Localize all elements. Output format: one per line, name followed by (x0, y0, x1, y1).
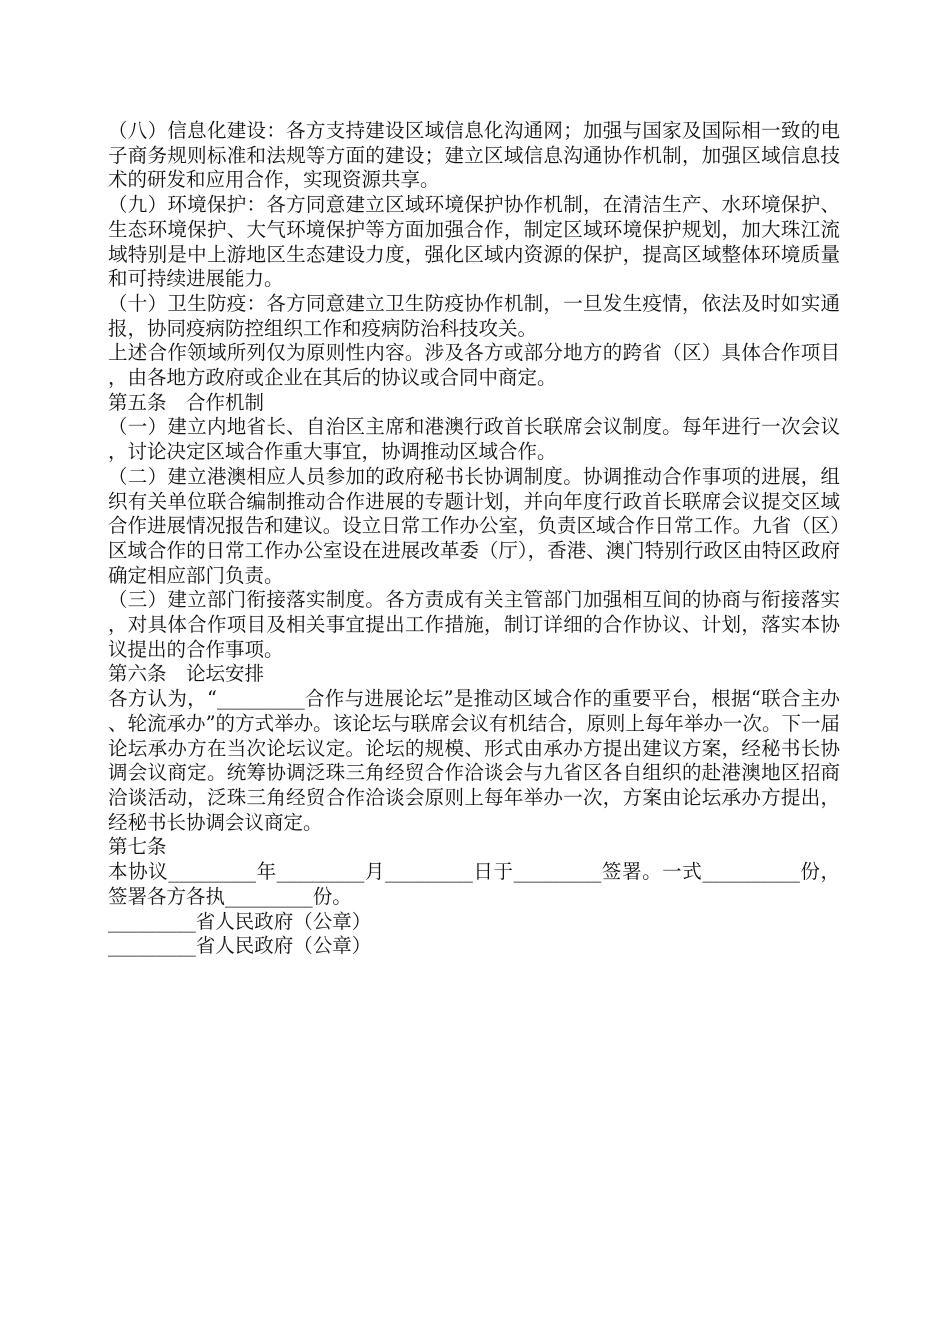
article-5-heading: 第五条 合作机制 (108, 390, 265, 414)
paragraph-joint-conference-system: （一）建立内地省长、自治区主席和港澳行政首长联席会议制度。每年进行一次会议，讨论决定区域合作重大事宜，协调推动区域合作。 (108, 415, 840, 464)
article-6-heading: 第六条 论坛安排 (108, 662, 265, 686)
paragraph-informatization: （八）信息化建设：各方支持建设区域信息化沟通网；加强与国家及国际相一致的电子商务规则标准和法规等方面的建设；建立区域信息沟通协作机制，加强区域信息技术的研发和应用合作，实现资源共享。 (108, 119, 840, 192)
document-page (108, 119, 840, 959)
paragraph-environmental-protection: （九）环境保护：各方同意建立区域环境保护协作机制，在清洁生产、水环境保护、生态环境保护、大气环境保护等方面加强合作，制定区域环境保护规划，加大珠江流域特别是中上游地区生态建设力度，强化区域内资源的保护，提高区域整体环境质量和可持续进展能力。 (108, 193, 840, 291)
signature-line-1: _________省人民政府（公章） (108, 909, 372, 933)
paragraph-cooperation-scope-note: 上述合作领域所列仅为原则性内容。涉及各方或部分地方的跨省（区）具体合作项目，由各地方政府或企业在其后的协议或合同中商定。 (108, 341, 840, 390)
paragraph-department-implementation: （三）建立部门衔接落实制度。各方责成有关主管部门加强相互间的协商与衔接落实，对具体合作项目及相关事宜提出工作措施，制订详细的合作协议、计划，落实本协议提出的合作事项。 (108, 588, 840, 661)
paragraph-health-epidemic-prevention: （十）卫生防疫：各方同意建立卫生防疫协作机制，一旦发生疫情，依法及时如实通报，协同疫病防控组织工作和疫病防治科技攻关。 (108, 291, 840, 340)
paragraph-secretary-general-coordination: （二）建立港澳相应人员参加的政府秘书长协调制度。协调推动合作事项的进展，组织有关单位联合编制推动合作进展的专题计划，并向年度行政首长联席会议提交区域合作进展情况报告和建议。设立日常工作办公室，负责区域合作日常工作。九省（区）区域合作的日常工作办公室设在进展改革委（厅），香港、澳门特别行政区由特区政府确定相应部门负责。 (108, 464, 840, 587)
paragraph-forum-arrangement: 各方认为，“_________合作与进展论坛”是推动区域合作的重要平台，根据“联合主办、轮流承办”的方式举办。该论坛与联席会议有机结合，原则上每年举办一次。下一届论坛承办方在当次论坛议定。论坛的规模、形式由承办方提出建议方案，经秘书长协调会议商定。统筹协调泛珠三角经贸合作洽谈会与九省区各自组织的赴港澳地区招商洽谈活动，泛珠三角经贸合作洽谈会原则上每年举办一次，方案由论坛承办方提出，经秘书长协调会议商定。 (108, 687, 840, 834)
signature-line-2: _________省人民政府（公章） (108, 934, 372, 958)
article-7-heading: 第七条 (108, 835, 167, 859)
paragraph-signing-terms: 本协议_________年_________月_________日于_________签署。一式__________份，签署各方各执_________份。 (108, 860, 840, 908)
